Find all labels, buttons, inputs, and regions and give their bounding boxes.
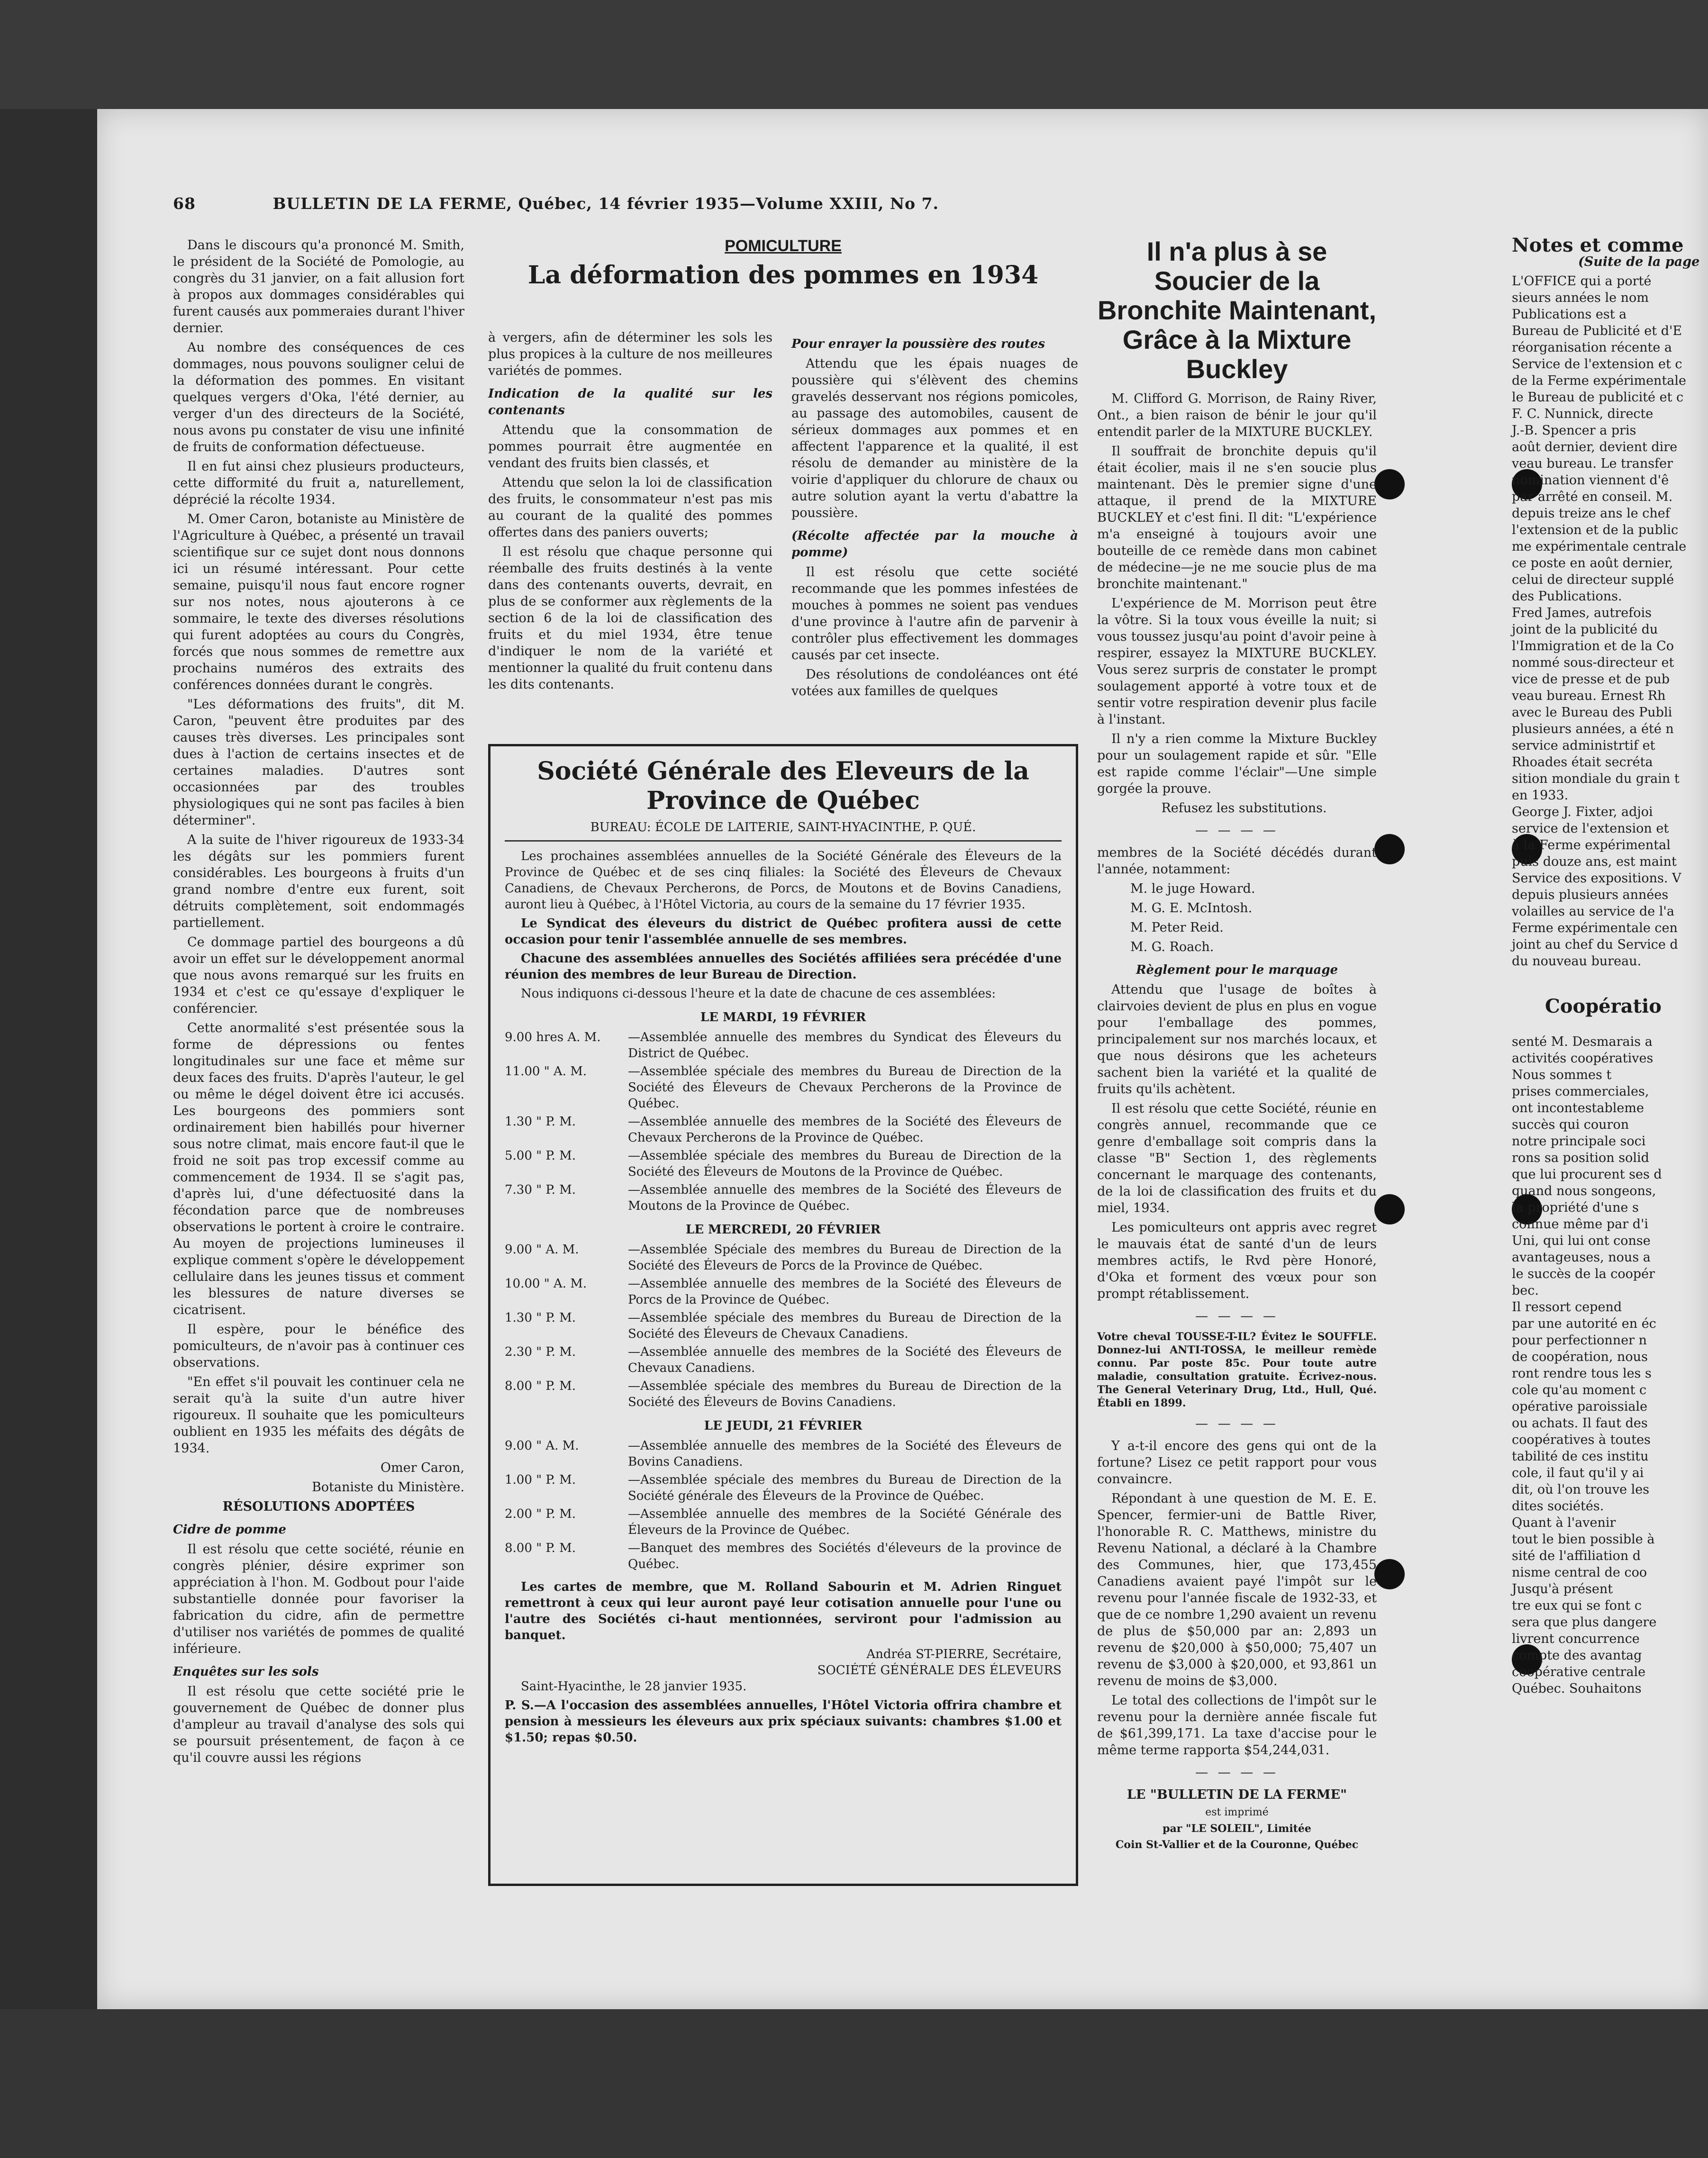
schedule-row	[505, 1029, 1062, 1061]
article-header	[488, 237, 1078, 290]
schedule-desc: —Assemblée spéciale des membres du Bureau de Direction de la Société des Éleveurs de Bovins Canadiens.	[628, 1379, 1062, 1409]
text-line: l'extension et de la public	[1512, 523, 1679, 537]
subheading-qualite: Indication de la qualité sur les contenants	[488, 387, 772, 417]
text-line: opérative paroissiale	[1512, 1399, 1648, 1414]
text-line: Il ressort cepend	[1512, 1300, 1622, 1315]
paragraph: Attendu que les épais nuages de poussière qui s'élèvent des chemins gravelés desservant nos régions pomicoles, au passage des automobiles, causent de sérieux dommages aux pommes et en affectent l'apparence et la qualité, il est résolu de demander au ministère de la voirie d'appliquer du chlorure de chaux ou autre solution ayant la vertu d'abattre la poussière.	[791, 356, 1078, 520]
name-item: M. Peter Reid.	[1130, 920, 1224, 935]
schedule-time: 9.00 hres A. M.	[505, 1030, 601, 1044]
article-title: La déformation des pommes en 1934	[527, 261, 1039, 290]
box-paragraph: Le Syndicat des éleveurs du district de Québec profitera aussi de cette occasion pour tenir l'assemblée annuelle de ses membres.	[505, 916, 1062, 947]
text-line: depuis plusieurs années	[1512, 888, 1669, 902]
text-line: rons sa position solid	[1512, 1151, 1649, 1165]
schedule-desc: —Assemblée annuelle des membres de la Société des Éleveurs de Chevaux Canadiens.	[628, 1345, 1062, 1375]
schedule-row	[505, 1276, 1062, 1308]
signature-name: Omer Caron,	[380, 1460, 464, 1475]
paragraph: Répondant à une question de M. E. E. Spencer, fermier-uni de Battle River, l'honorable R. C. Matthews, ministre du Revenu National, a déclaré à la Chambre des Communes, hier, que 173,455 Canadiens avaient payé l'impôt sur le revenu pour l'année fiscale de 1932-33, et que de ce nombre 1,290 avaient un revenu de plus de $50,000 par an: 2,893 un revenu de $20,000 à $50,000; 75,407 un revenu de $3,000 à $20,000, et 93,861 un revenu de moins de $3,000.	[1097, 1491, 1377, 1688]
schedule-desc: —Assemblée spéciale des membres du Bureau de Direction de la Société générale des Éleveurs de la Province de Québec.	[628, 1473, 1062, 1503]
text-line: Quant à l'avenir	[1512, 1515, 1616, 1530]
text-line: le succès de la coopér	[1512, 1267, 1655, 1281]
text-line: dit, où l'on trouve les	[1512, 1482, 1650, 1497]
paragraph: Au nombre des conséquences de ces dommages, nous pouvons souligner celui de la déformation des pommes. En visitant quelques vergers d'Oka, l'été dernier, au verger d'un des directeurs de la Société, nous avons pu constater de visu une infinité de fruits de conformation défectueuse.	[173, 340, 464, 454]
box-title: Société Générale des Eleveurs de la Province de Québec	[537, 757, 1029, 815]
paragraph: Y a-t-il encore des gens qui ont de la fortune? Lisez ce petit rapport pour vous convaincre.	[1097, 1439, 1377, 1487]
text-line: celui de directeur supplé	[1512, 572, 1674, 587]
text-line: service de l'extension et	[1512, 821, 1669, 836]
text-line: prises commerciales,	[1512, 1084, 1649, 1099]
paragraph: à vergers, afin de déterminer les sols les plus propices à la culture de nos meilleures variétés de pommes.	[488, 330, 772, 378]
paragraph: Il n'y a rien comme la Mixture Buckley pour un soulagement rapide et sûr. "Elle est rapide comme l'éclair"—Une simple gorgée la prouve.	[1097, 732, 1377, 796]
divider: — — — —	[1195, 1765, 1279, 1780]
text-line: volailles au service de l'a	[1512, 904, 1674, 919]
day-heading: LE MERCREDI, 20 FÉVRIER	[685, 1223, 881, 1237]
text-line: J.-B. Spencer a pris	[1512, 423, 1636, 438]
paragraph: membres de la Société décédés durant l'année, notamment:	[1097, 845, 1377, 877]
text-line: Québec. Souhaitons	[1512, 1681, 1642, 1696]
text-line: L'OFFICE qui a porté	[1512, 274, 1652, 289]
schedule-desc: —Assemblée annuelle des membres de la Société des Éleveurs de Moutons de la Province de Québec.	[628, 1183, 1062, 1213]
text-line: de coopération, nous	[1512, 1350, 1648, 1364]
schedule-time: 1.30 " P. M.	[505, 1115, 576, 1129]
subheading-cidre: Cidre de pomme	[173, 1523, 286, 1537]
text-line: veau bureau. Le transfer	[1512, 456, 1673, 471]
paragraph: Cette anormalité s'est présentée sous la forme de dépressions ou fentes longitudinales sur une face et même sur deux faces des fruits. D'après l'auteur, le gel ou même le dégel doivent être ici accusés. Les bourgeons des pommiers sont ordinairement bien habillés pour hiverner sous notre climat, mais encore faut-il que le froid ne soit pas trop excessif comme au commencement de 1934. Il se s'agit pas, d'après lui, d'une défectuosité dans la fécondation parce que de nombreuses observations le portent à croire le contraire. Au moyen de projections lumineuses il explique comment s'opère le développement cellulaire dans les jeunes tissus et comment les blessures de nature diverses se cicatrisent.	[173, 1021, 464, 1317]
paragraph: "Les déformations des fruits", dit M. Caron, "peuvent être produites par des causes très diverses. Les principales sont dues à l'action de certains insectes et de certaines maladies. D'autres sont occasionnées par des troubles physiologiques qui ne sont pas faciles à bien déterminer".	[173, 697, 464, 828]
schedule-desc: —Assemblée spéciale des membres du Bureau de Direction de la Société des Éleveurs de Chevaux Canadiens.	[628, 1311, 1062, 1341]
day-heading: LE MARDI, 19 FÉVRIER	[700, 1010, 866, 1025]
text-line: compte des avantag	[1512, 1648, 1642, 1663]
text-line: F. C. Nunnick, directe	[1512, 407, 1653, 421]
imprint-line: est imprimé	[1205, 1806, 1269, 1818]
text-line: notre principale soci	[1512, 1134, 1646, 1149]
text-line: activités coopératives	[1512, 1051, 1653, 1066]
paragraph: Il en fut ainsi chez plusieurs producteurs, cette difformité du fruit a, naturellement, déprécié la récolte 1934.	[173, 459, 464, 507]
text-line: de la Ferme expérimentale	[1512, 373, 1687, 388]
paragraph: Les pomiculteurs ont appris avec regret le mauvais état de santé d'un de leurs membres actifs, le Rvd père Honoré, d'Oka et forment des vœux pour son prompt rétablissement.	[1097, 1220, 1377, 1301]
text-line: sition mondiale du grain t	[1512, 771, 1680, 786]
text-line: service administrtif et	[1512, 738, 1655, 753]
schedule-row	[505, 1148, 1062, 1180]
text-line: nisme central de coo	[1512, 1565, 1647, 1580]
text-line: ce poste en août dernier,	[1512, 556, 1673, 571]
text-line: des Publications.	[1512, 589, 1622, 604]
schedule-time: 1.00 " P. M.	[505, 1473, 576, 1487]
masthead: BULLETIN DE LA FERME, Québec, 14 février 1935—Volume XXIII, No 7.	[273, 194, 939, 213]
paragraph: L'expérience de M. Morrison peut être la vôtre. Si la toux vous éveille la nuit; si vous toussez jusqu'au point d'avoir peine à respirer, essayez la MIXTURE BUCKLEY. Vous serez surpris de constater le prompt soulagement apporté à votre toux et de sentir votre respiration devenir plus facile à l'instant.	[1097, 596, 1377, 727]
paragraph: M. Omer Caron, botaniste au Ministère de l'Agriculture à Québec, a présenté un travail scientifique sur ce sujet dont nous donnons ici un résumé intéressant. Pour cette semaine, puisqu'il nous faut encore rogner sur nos notes, nous ajouterons à ce sommaire, le texte des diverses résolutions qui furent adoptées au cours du Congrès, forcés que nous sommes de remettre aux prochains numéros des extraits des conférences données durant le congrès.	[173, 512, 464, 692]
text-line: tout le bien possible à	[1512, 1532, 1655, 1547]
paragraph: "En effet s'il pouvait les continuer cela ne serait qu'à la suite d'un autre hiver rigoureux. Il souhaite que les pomiculteurs oublient en 1935 les méfaits des dégâts de 1934.	[173, 1375, 464, 1456]
text-line: réorganisation récente a	[1512, 340, 1672, 355]
anti-tossa-ad: Votre cheval TOUSSE-T-IL? Évitez le SOUFFLE. Donnez-lui ANTI-TOSSA, le meilleur remède connu. Par poste 85c. Pour toute autre maladie, consultation gratuite. Écrivez-nous. The General Veterinary Drug, Ltd., Hull, Qué. Établi en 1899.	[1097, 1331, 1377, 1409]
signature-title: Botaniste du Ministère.	[311, 1480, 464, 1495]
paragraph: Dans le discours qu'a prononcé M. Smith, le président de la Société de Pomologie, au congrès du 31 janvier, on a fait allusion fort à propos aux dommages considérables qui furent causés aux pommeraies durant l'hiver dernier.	[173, 238, 464, 335]
schedule-desc: —Assemblée spéciale des membres du Bureau de Direction de la Société des Éleveurs de Moutons de la Province de Québec.	[628, 1149, 1062, 1179]
film-border-bottom	[0, 2009, 1708, 2158]
text-line: sieurs années le nom	[1512, 290, 1649, 305]
paragraph: A la suite de l'hiver rigoureux de 1933-34 les dégâts sur les pommiers furent considérables. Les bourgeons à fruits d'un grand nombre d'entre eux furent, soit détruits complètement, soit endommagés partiellement.	[173, 833, 464, 930]
paragraph: Attendu que selon la loi de classification des fruits, le consommateur n'est pas mis au courant de la qualité des pommes offertes dans des paniers ouverts;	[488, 475, 772, 540]
text-line: du nouveau bureau.	[1512, 954, 1642, 969]
text-line: avantageuses, nous a	[1512, 1250, 1651, 1265]
subheading-sols: Enquêtes sur les sols	[173, 1665, 319, 1679]
text-line: que lui procurent ses d	[1512, 1167, 1662, 1182]
name-item: M. le juge Howard.	[1130, 881, 1255, 896]
schedule-time: 7.30 " P. M.	[505, 1183, 576, 1197]
text-line: bec.	[1512, 1283, 1539, 1298]
text-line: nomination viennent d'ê	[1512, 473, 1669, 488]
newspaper-page	[97, 109, 1708, 2009]
text-line: par une autorité en éc	[1512, 1316, 1656, 1331]
text-line: Service de l'extension et c	[1512, 357, 1682, 372]
box-signature-org: SOCIÉTÉ GÉNÉRALE DES ÉLEVEURS	[817, 1663, 1062, 1677]
punch-hole-2	[1374, 834, 1405, 864]
film-border-top	[0, 0, 1708, 109]
box-paragraph: Nous indiquons ci-dessous l'heure et la date de chacune de ces assemblées:	[521, 987, 996, 1001]
schedule-time: 2.30 " P. M.	[505, 1345, 576, 1359]
divider: — — — —	[1195, 823, 1279, 838]
schedule-desc: —Assemblée annuelle des membres du Syndicat des Éleveurs du District de Québec.	[628, 1030, 1062, 1061]
text-line: senté M. Desmarais a	[1512, 1034, 1653, 1049]
schedule-row	[505, 1540, 1062, 1572]
text-line: depuis treize ans le chef	[1512, 506, 1670, 521]
text-line: par arrêté en conseil. M.	[1512, 490, 1673, 504]
text-line: sera que plus dangere	[1512, 1615, 1657, 1630]
divider: — — — —	[1195, 1416, 1279, 1431]
text-line: Uni, qui lui ont conse	[1512, 1233, 1651, 1248]
paragraph: Il est résolu que cette société, réunie en congrès plénier, désire exprimer son appréciation à l'hon. M. Godbout pour l'aide substantielle donnée pour favoriser la fabrication du cidre, afin de permettre d'utiliser nos variétés de pommes de qualité inférieure.	[173, 1542, 464, 1656]
text-line: joint de la publicité du	[1512, 622, 1658, 637]
paragraph: Il souffrait de bronchite depuis qu'il était écolier, mais il ne s'en soucie plus maintenant. Dès le premier signe d'une attaque, il prend de la MIXTURE BUCKLEY et c'est fini. Il dit: "L'expérience m'a enseigné à toujours avoir une bouteille de ce remède dans mon cabinet de médecine—je ne me soucie plus de ma bronchite maintenant."	[1097, 444, 1377, 591]
page-header	[173, 194, 1216, 213]
paragraph: M. Clifford G. Morrison, de Rainy River, Ont., a bien raison de bénir le jour qu'il entendit parler de la MIXTURE BUCKLEY.	[1097, 391, 1377, 439]
box-paragraph: Les cartes de membre, que M. Rolland Sabourin et M. Adrien Ringuet remettront à ceux qui leur auront payé leur cotisation annuelle pour l'une ou l'autre des Sociétés ci-haut mentionnées, serviront pour l'admission au banquet.	[505, 1580, 1062, 1642]
paragraph: Le total des collections de l'impôt sur le revenu pour la dernière année fiscale fut de $61,399,171. La taxe d'accise pour le même terme rapporta $54,244,031.	[1097, 1693, 1377, 1758]
text-line: quand nous songeons,	[1512, 1184, 1656, 1198]
day-heading: LE JEUDI, 21 FÉVRIER	[704, 1419, 863, 1433]
schedule-time: 11.00 " A. M.	[505, 1064, 587, 1079]
text-line: veau bureau. Ernest Rh	[1512, 689, 1666, 703]
notes-heading: Notes et comme	[1512, 234, 1684, 256]
text-line: dites sociétés.	[1512, 1499, 1604, 1514]
column-2	[488, 329, 772, 696]
punch-hole-1	[1374, 469, 1405, 499]
text-line: Ferme expérimentale cen	[1512, 921, 1678, 935]
box-paragraph: Chacune des assemblées annuelles des Sociétés affiliées sera précédée d'une réunion des membres de leur Bureau de Direction.	[505, 952, 1062, 982]
schedule-row	[505, 1506, 1062, 1538]
text-line: Jusqu'à présent	[1512, 1582, 1613, 1596]
box-bureau: BUREAU: ÉCOLE DE LAITERIE, SAINT-HYACINTHE, P. QUÉ.	[505, 819, 1062, 842]
schedule-time: 10.00 " A. M.	[505, 1277, 587, 1291]
schedule-time: 9.00 " A. M.	[505, 1439, 579, 1453]
paragraph: Attendu que l'usage de boîtes à clairvoies devient de plus en plus en vogue pour l'emballage des pommes, principalement sur nos marchés locaux, et que nous désirons que les acheteurs sachent bien la variété et la qualité de fruits qu'ils achètent.	[1097, 982, 1377, 1097]
cooperation-heading: Coopératio	[1545, 995, 1662, 1017]
text-line: Fred James, autrefois	[1512, 606, 1652, 620]
schedule-row	[505, 1438, 1062, 1470]
schedule-time: 2.00 " P. M.	[505, 1507, 576, 1521]
schedule-row	[505, 1063, 1062, 1112]
text-line: cole, il faut qu'il y ai	[1512, 1466, 1644, 1480]
text-line: l'Immigration et de la Co	[1512, 639, 1674, 653]
text-line: joint au chef du Service d	[1512, 937, 1678, 952]
imprint-line: par "LE SOLEIL", Limitée	[1163, 1823, 1311, 1835]
text-line: le Bureau de publicité et c	[1512, 390, 1684, 405]
text-line: août dernier, devient dire	[1512, 440, 1678, 454]
text-line: coopérative centrale	[1512, 1665, 1646, 1679]
paragraph: Il est résolu que cette société recommande que les pommes infestées de mouches à pommes ne soient pas vendues d'une province à l'autre afin de parvenir à contrôler plus effectivement les dommages causés par cet insecte.	[791, 565, 1078, 662]
schedule-desc: —Assemblée annuelle des membres de la Société des Éleveurs de Chevaux Percherons de la Province de Québec.	[628, 1115, 1062, 1145]
paragraph: Des résolutions de condoléances ont été votées aux familles de quelques	[791, 667, 1078, 698]
text-line: me expérimentale centrale	[1512, 539, 1687, 554]
schedule-time: 9.00 " A. M.	[505, 1242, 579, 1257]
column-1	[173, 237, 464, 1769]
name-item: M. G. Roach.	[1130, 940, 1214, 954]
schedule-time: 8.00 " P. M.	[505, 1541, 576, 1555]
page-number: 68	[173, 194, 196, 213]
paragraph: Refusez les substitutions.	[1161, 801, 1327, 816]
schedule-time: 1.30 " P. M.	[505, 1311, 576, 1325]
box-signature: Andréa ST-PIERRE, Secrétaire,	[866, 1647, 1062, 1661]
name-item: M. G. E. McIntosh.	[1130, 901, 1253, 916]
cooperation-text	[1512, 1034, 1708, 1697]
schedule-row	[505, 1310, 1062, 1342]
divider: — — — —	[1195, 1309, 1279, 1324]
schedule-desc: —Assemblée annuelle des membres de la Société des Éleveurs de Porcs de la Province de Québec.	[628, 1277, 1062, 1307]
text-line: livrent concurrence	[1512, 1632, 1640, 1646]
text-line: pour perfectionner n	[1512, 1333, 1647, 1348]
column-3	[791, 329, 1078, 702]
box-postscript: P. S.—A l'occasion des assemblées annuelles, l'Hôtel Victoria offrira chambre et pension à messieurs les éleveurs aux prix spéciaux suivants: chambres $1.00 et $1.50; repas $0.50.	[505, 1698, 1062, 1745]
schedule-row	[505, 1114, 1062, 1146]
text-line: tabilité de ces institu	[1512, 1449, 1649, 1464]
text-line: puis douze ans, est maint	[1512, 854, 1677, 869]
text-line: succès qui couron	[1512, 1117, 1629, 1132]
text-line: vice de presse et de pub	[1512, 672, 1670, 687]
subheading-mouche: (Récolte affectée par la mouche à pomme)	[791, 529, 1078, 560]
text-line: à la Ferme expérimental	[1512, 838, 1671, 852]
buckley-headline: Il n'a plus à se Soucier de la Bronchite Maintenant, Grâce à la Mixture Buckley	[1097, 236, 1377, 384]
text-line: ou achats. Il faut des	[1512, 1416, 1648, 1431]
subheading-poussiere: Pour enrayer la poussière des routes	[791, 337, 1045, 351]
paragraph: Il est résolu que cette Société, réunie en congrès annuel, recommande que ce genre d'emballage soit compris dans la classe "B" Section 1, des règlements concernant le marquage des contenants, de la loi de classification des fruits et du miel, 1934.	[1097, 1101, 1377, 1215]
text-line: coopératives à toutes	[1512, 1433, 1651, 1447]
suite-note: (Suite de la page	[1578, 254, 1700, 269]
schedule-row	[505, 1472, 1062, 1504]
text-line: Rhoades était secréta	[1512, 755, 1653, 770]
paragraph: Il est résolu que cette société prie le gouvernement de Québec de donner plus d'ampleur au travail d'analyse des sols qui se poursuit présentement, de façon à ce qu'il couvre aussi les régions	[173, 1684, 464, 1765]
column-5	[1512, 234, 1708, 1697]
text-line: Service des expositions. V	[1512, 871, 1681, 886]
schedule-row	[505, 1344, 1062, 1376]
box-paragraph: Les prochaines assemblées annuelles de la Société Générale des Éleveurs de la Province de Québec et de ses cinq filiales: la Société des Éleveurs de Chevaux Canadiens, de Chevaux Percherons, de Porcs, de Moutons et de Bovins Canadiens, auront lieu à Québec, à l'Hôtel Victoria, au cours de la semaine du 17 février 1935.	[505, 849, 1062, 912]
punch-hole-3	[1374, 1194, 1405, 1224]
text-line: plusieurs années, a été n	[1512, 722, 1674, 736]
eleveurs-announcement-box	[488, 744, 1078, 1886]
paragraph: Attendu que la consommation de pommes pourrait être augmentée en vendant des fruits bien classés, et	[488, 423, 772, 471]
imprint-line: LE "BULLETIN DE LA FERME"	[1127, 1787, 1347, 1802]
paragraph: Il est résolu que chaque personne qui réemballe des fruits destinés à la vente dans des contenants ouverts, devrait, en plus de se conformer aux règlements de la section 6 de la loi de classification des fruits et du miel 1934, être tenue d'indiquer le nom de la variété et mentionner la qualité du fruit contenu dans les dits contenants.	[488, 544, 772, 692]
text-line: Bureau de Publicité et d'E	[1512, 324, 1682, 338]
resolutions-heading: RÉSOLUTIONS ADOPTÉES	[222, 1499, 415, 1514]
text-line: tre eux qui se font c	[1512, 1598, 1642, 1613]
text-line: cole qu'au moment c	[1512, 1383, 1647, 1397]
column-4	[1097, 237, 1377, 1854]
notes-text	[1512, 273, 1708, 970]
subheading-marquage: Règlement pour le marquage	[1136, 963, 1338, 977]
schedule-time: 5.00 " P. M.	[505, 1149, 576, 1163]
schedule-desc: —Assemblée annuelle des membres de la Société Générale des Éleveurs de la Province de Québec.	[628, 1507, 1062, 1537]
text-line: connue même par d'i	[1512, 1217, 1649, 1232]
text-line: la propriété d'une s	[1512, 1200, 1639, 1215]
schedule-row	[505, 1378, 1062, 1410]
text-line: nommé sous-directeur et	[1512, 655, 1674, 670]
schedule-desc: —Assemblée spéciale des membres du Bureau de Direction de la Société des Éleveurs de Chevaux Percherons de la Province de Québec.	[628, 1064, 1062, 1111]
text-line: George J. Fixter, adjoi	[1512, 805, 1653, 819]
punch-hole-4	[1374, 1559, 1405, 1589]
schedule-time: 8.00 " P. M.	[505, 1379, 576, 1393]
paragraph: Ce dommage partiel des bourgeons a dû avoir un effet sur le développement anormal que nous avons remarqué sur les fruits en 1934 et c'est ce qu'essaye d'expliquer le conférencier.	[173, 935, 464, 1016]
schedule-row	[505, 1242, 1062, 1274]
schedule-desc: —Assemblée Spéciale des membres du Bureau de Direction de la Société des Éleveurs de Porcs de la Province de Québec.	[628, 1242, 1062, 1273]
text-line: en 1933.	[1512, 788, 1569, 803]
section-label: POMICULTURE	[725, 237, 842, 255]
text-line: Publications est a	[1512, 307, 1627, 322]
box-place-date: Saint-Hyacinthe, le 28 janvier 1935.	[521, 1679, 747, 1694]
text-line: ont incontestableme	[1512, 1101, 1644, 1115]
text-line: avec le Bureau des Publi	[1512, 705, 1672, 720]
schedule-desc: —Assemblée annuelle des membres de la Société des Éleveurs de Bovins Canadiens.	[628, 1439, 1062, 1469]
text-line: sité de l'affiliation d	[1512, 1549, 1641, 1563]
schedule-row	[505, 1182, 1062, 1214]
text-line: Nous sommes t	[1512, 1068, 1612, 1082]
schedule-desc: —Banquet des membres des Sociétés d'éleveurs de la province de Québec.	[628, 1541, 1062, 1571]
text-line: ront rendre tous les s	[1512, 1366, 1652, 1381]
paragraph: Il espère, pour le bénéfice des pomiculteurs, de n'avoir pas à continuer ces observations.	[173, 1322, 464, 1370]
imprint-line: Coin St-Vallier et de la Couronne, Québec	[1115, 1839, 1359, 1851]
